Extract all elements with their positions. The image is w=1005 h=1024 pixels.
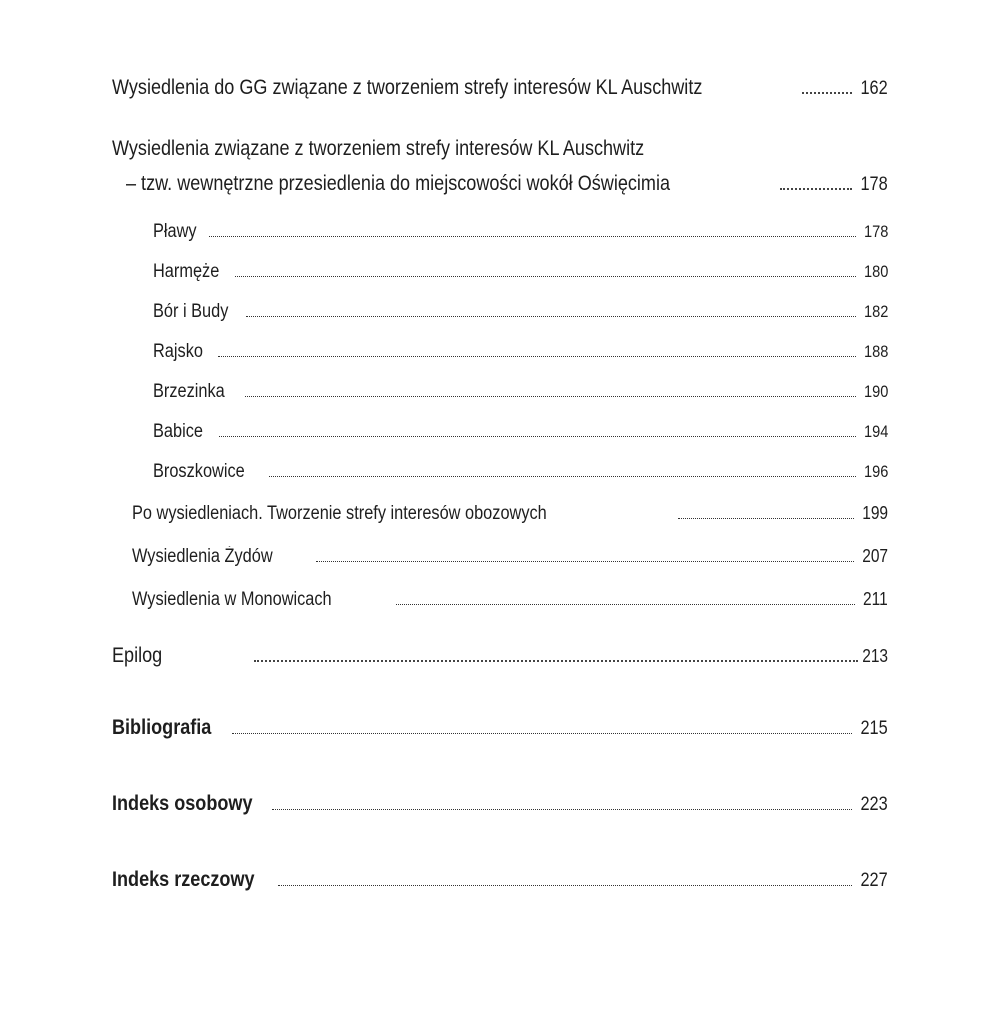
toc-entry-page: 182 (863, 302, 888, 321)
toc-entry-continued[interactable] (126, 172, 888, 196)
toc-entry[interactable] (112, 644, 888, 668)
toc-entry-title: Wysiedlenia w Monowicach (132, 589, 332, 610)
toc-subentry[interactable] (153, 261, 888, 283)
toc-entry[interactable] (112, 137, 888, 161)
toc-subentry[interactable] (153, 221, 888, 243)
toc-entry-title: Pławy (153, 221, 197, 242)
toc-leader (219, 436, 856, 437)
toc-entry-title-line1: Wysiedlenia związane z tworzeniem strefy interesów KL Auschwitz (112, 137, 645, 160)
toc-entry[interactable] (132, 589, 888, 611)
toc-subentry[interactable] (153, 301, 888, 323)
toc-entry[interactable] (132, 503, 888, 525)
toc-entry-page: 178 (863, 222, 888, 241)
toc-entry[interactable] (112, 76, 888, 100)
toc-entry-title: Harmęże (153, 261, 220, 282)
toc-entry-page: 190 (863, 382, 888, 401)
toc-entry-page: 180 (863, 262, 888, 281)
toc-entry-page: 207 (862, 546, 888, 566)
toc-entry-title: Bibliografia (112, 716, 212, 739)
toc-entry-page: 223 (860, 794, 888, 815)
toc-leader (272, 809, 852, 810)
toc-subentry[interactable] (153, 461, 888, 483)
toc-entry-page: 196 (863, 462, 888, 481)
toc-leader (780, 188, 852, 190)
toc-entry-title-line2: – tzw. wewnętrzne przesiedlenia do miejscowości wokół Oświęcimia (126, 172, 671, 195)
toc-leader (218, 356, 856, 357)
toc-entry-page: 194 (863, 422, 888, 441)
toc-leader (396, 604, 855, 605)
toc-subentry[interactable] (153, 341, 888, 363)
toc-entry-title: Indeks osobowy (112, 792, 253, 815)
toc-subentry[interactable] (153, 421, 888, 443)
toc-entry-title: Wysiedlenia Żydów (132, 546, 273, 567)
toc-leader (316, 561, 854, 562)
toc-entry-page: 213 (862, 646, 888, 666)
toc-entry-page: 199 (862, 503, 888, 523)
toc-leader (678, 518, 854, 519)
toc-leader (245, 396, 856, 397)
toc-entry-page: 162 (860, 78, 888, 99)
toc-entry-page: 227 (860, 870, 888, 891)
toc-entry-page: 215 (860, 718, 888, 739)
toc-leader (209, 236, 856, 237)
toc-entry[interactable] (112, 868, 888, 892)
toc-subentry[interactable] (153, 381, 888, 403)
toc-entry[interactable] (112, 792, 888, 816)
toc-entry-title: Indeks rzeczowy (112, 868, 255, 891)
toc-entry-title: Babice (153, 421, 203, 442)
toc-leader (232, 733, 852, 734)
toc-entry-page: 188 (863, 342, 888, 361)
toc-leader (235, 276, 856, 277)
toc-entry-title: Wysiedlenia do GG związane z tworzeniem strefy interesów KL Auschwitz (112, 76, 703, 99)
toc-entry-title: Bór i Budy (153, 301, 229, 322)
toc-entry[interactable] (132, 546, 888, 568)
toc-entry-title: Broszkowice (153, 461, 245, 482)
toc-leader (802, 92, 852, 94)
toc-entry-title: Epilog (112, 644, 163, 667)
toc-leader (278, 885, 852, 886)
toc-entry-title: Brzezinka (153, 381, 225, 402)
toc-leader (246, 316, 856, 317)
toc-entry-page: 178 (860, 174, 888, 195)
toc-entry-page: 211 (863, 589, 888, 609)
toc-entry-title: Rajsko (153, 341, 203, 362)
toc-leader (254, 660, 858, 662)
toc-entry-title: Po wysiedleniach. Tworzenie strefy interesów obozowych (132, 503, 547, 524)
toc-entry[interactable] (112, 716, 888, 740)
toc-leader (269, 476, 856, 477)
